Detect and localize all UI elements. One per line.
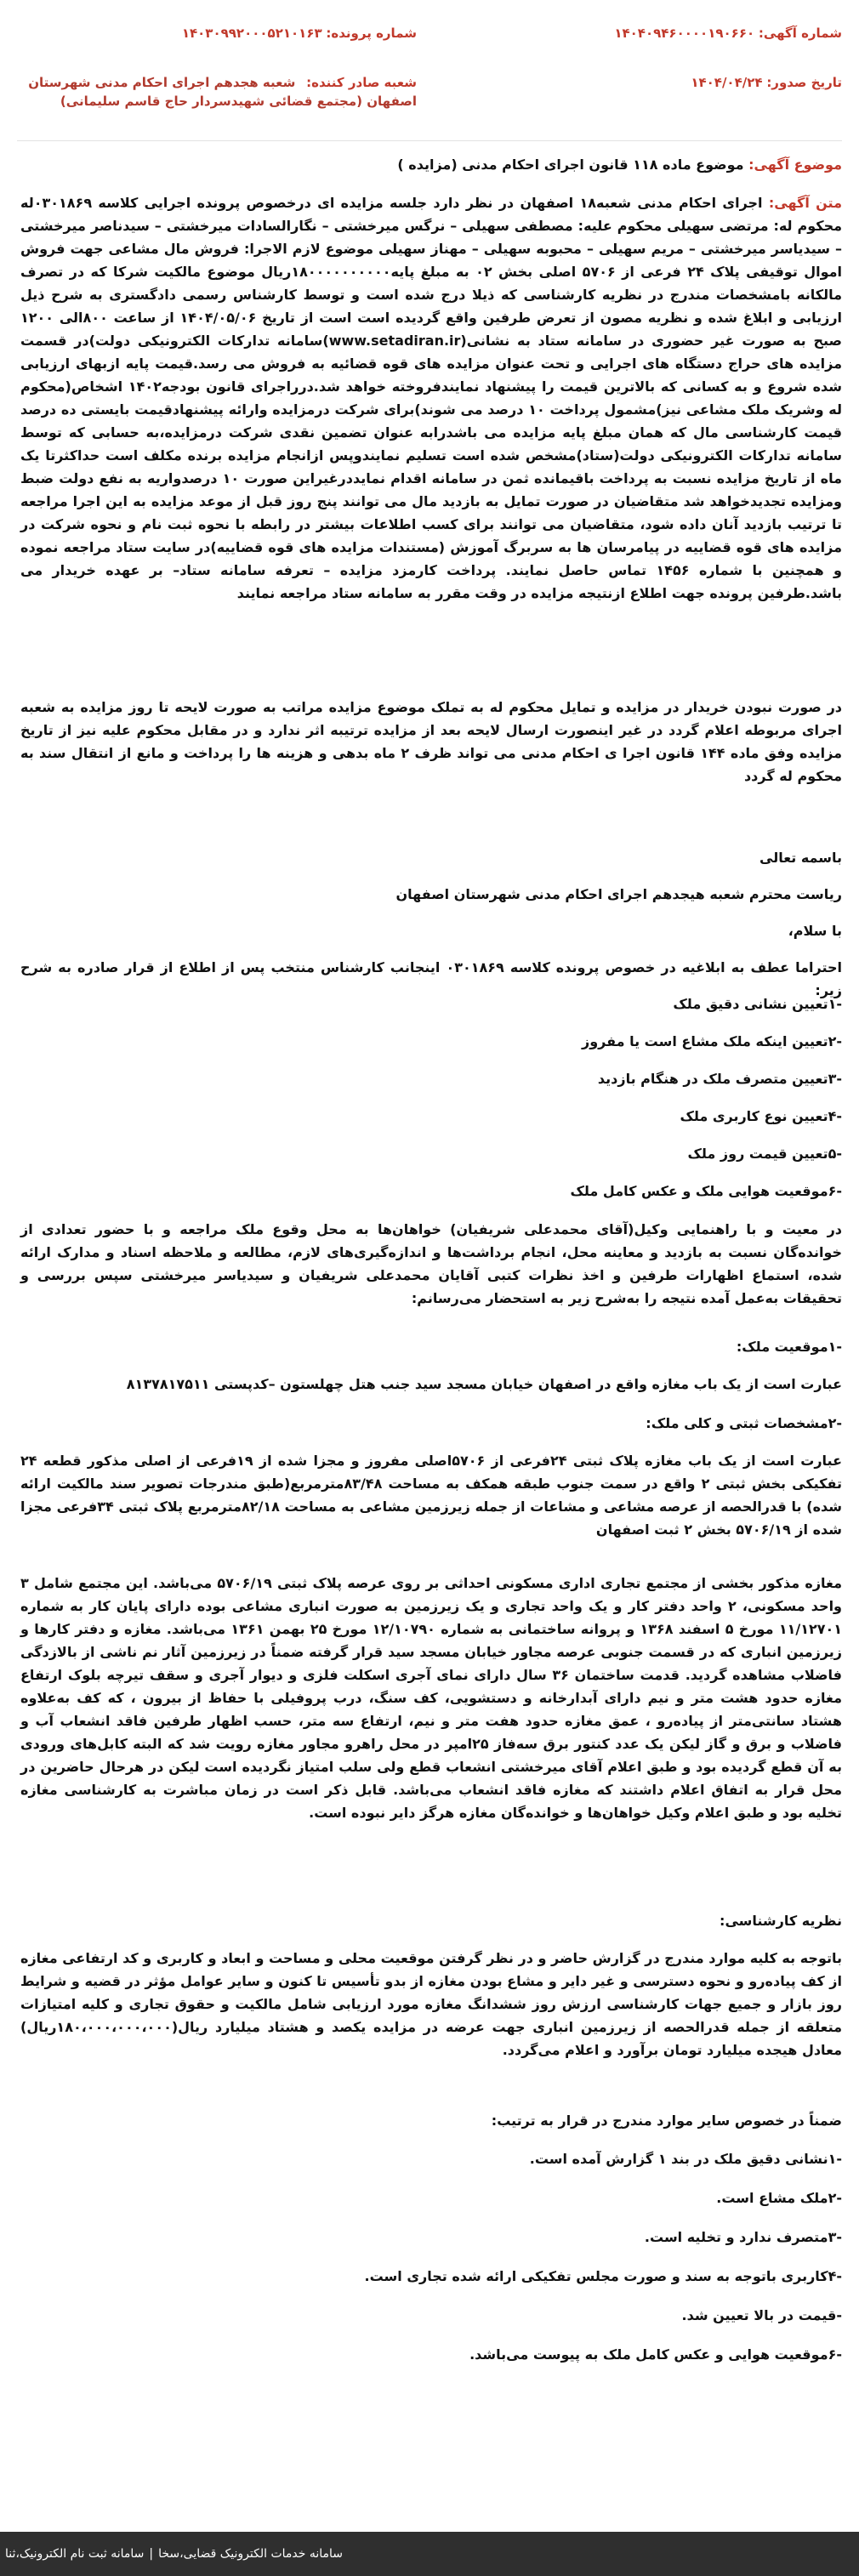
branch-name: شعبه هجدهم اجرای احکام مدنی شهرستان اصفهان (مجتمع قضائی شهیدسردار حاج قاسم سلیمانی) <box>28 75 417 109</box>
issue-date: ۱۴۰۴/۰۴/۲۴ <box>691 75 763 90</box>
ad-text-paragraph-2: در صورت نبودن خریدار در مزایده و تمایل محکوم له به تملک موضوع مزایده مراتب به صورت لایحه تا روز مزایده به شعبه اجرای مربوطه اعلام گردد در غیر اینصورت ارسال لایحه بعد از مزایده ترتیبه اثر ندارد و در مقابل محکوم علیه نیز از تاریخ مزایده وفق ماده ۱۴۴ قانون اجرا ی احکام مدنی می تواند ظرف ۲ ماه بدهی و هزینه ها را پرداخت و مانع از انتقال سند به محکوم له گردد <box>20 699 842 784</box>
header-divider <box>17 140 842 141</box>
section-1-title: -۱موقعیت ملک: <box>736 1339 842 1355</box>
report-addressee: ریاست محترم شعبه هیجدهم اجرای احکام مدنی شهرستان اصفهان <box>395 886 842 902</box>
ad-number-label: شماره آگهی: <box>758 26 842 41</box>
issue-date-row <box>691 73 842 92</box>
ad-subject <box>20 153 842 176</box>
ad-number-row <box>614 24 842 43</box>
summary-item: -۲ملک مشاع است. <box>716 2190 842 2206</box>
task-item: -۱تعیین نشانی دقیق ملک <box>673 996 842 1012</box>
ad-number: ۱۴۰۴۰۹۴۶۰۰۰۰۱۹۰۶۶۰ <box>614 26 755 41</box>
case-number-row <box>182 24 417 43</box>
section-2-text: عبارت است از یک باب مغازه پلاک ثبتی ۲۴فرعی از ۵۷۰۶اصلی مفروز و مجزا شده از ۱۹فرعی از اصلی مذکور قطعه ۲۴ تفکیکی بخش ثبتی ۲ واقع در سمت جنوب طبقه همکف به مساحت ۸۳/۴۸مترمربع(طبق مندرجات تصویر سند مالکیت ارائه شده) با قدرالحصه از عرصه مشاعی و مشاعات از جمله زیرزمین مشاعی به مساحت ۸۲/۱۸مترمربع پلاک ثبتی ۳۴فرعی مجزا شده از ۵۷۰۶/۱۹ بخش ۲ ثبت اصفهان <box>20 1453 842 1538</box>
issue-date-label: تاریخ صدور: <box>766 75 842 90</box>
ad-text-body: اجرای احکام مدنی شعبه۱۸ اصفهان در نظر دارد جلسه مزایده ای درخصوص پرونده اجرایی کلاسه ۰۳۰۱۸۶۹له محکوم له: مرتضی سهیلی محکوم علیه: مصطفی سهیلی – نرگس میرخشتی – نگارالسادات میرخشتی – سیدناصر میرخشتی – سیدیاسر میرخشتی – مریم سهیلی – محبوبه سهیلی – مهناز سهیلی موضوع لازم الاجرا: فروش مال مشاعی جهت فروش اموال توقیفی پلاک ۲۴ فرعی از ۵۷۰۶ اصلی بخش ۰۲ به مبلغ پایه۱۸۰۰۰۰۰۰۰۰۰۰ریال موضوع مالکیت شرکا که در تصرف مالکانه بامشخصات مندرج در نظریه کارشناسی که ذیلا درج شده است و توسط کارشناس رسمی دادگستری به شرح ذیل ارزیابی و ابلاغ شده و نظریه مصون از تعرض طرفین واقع گردیده است است از تاریخ ۱۴۰۴/۰۵/۰۶ از ساعت ۸۰۰الی ۱۲۰۰ صبح به صورت غیر حضوری در سامانه ستاد به نشانی(www.setadiran.ir)سامانه تدارکات الکترونیکی دولت)در قسمت مزایده های حراج دستگاه های اجرایی و تحت عنوان مزایده های قوه قضائیه به فروش می رسد.قیمت پایه ازبهای ارزیابی شده شروع و به کسانی که بالاترین قیمت را پیشنهاد نمایندفروخته خواهد شد.درراجرای قانون بودجه۱۴۰۲ اشخاص(محکوم له وشریک ملک مشاعی نیز)مشمول پرداخت ۱۰ درصد می شوند)برای شرکت درمزایده وارائه پیشنهادقیمت بایستی ده درصد قیمت کارشناسی مال که همان مبلغ پایه مزایده می باشدرابه عنوان تضمین نقدی شرکت درمزایده،به حسابی که توسط سامانه تدارکات الکترونیکی دولت(ستاد)مشخص شده است تسلیم نمایندوپس ازانجام مزایده برنده مکلف است حداکثرتا یک ماه از تاریخ مزایده نسبت به پرداخت باقیمانده ثمن در سامانه اقدام نمایددرغیراین صورت ۱۰ درصدواریه به نفع دولت ضبط ومزایده تجدیدخواهد شد متقاضیان در صورت تمایل به بازدید مال می توانند پنج روز قبل از موعد مزایده به این اجرا مراجعه تا ترتیب بازدید آنان داده شود، متقاضیان می توانند برای کسب اطلاعات بیشتر در رابطه با نحوه ثبت نام و نحوه شرکت در مزایده های قوه قضاییه در پیامرسان ها به سربرگ آموزش (مستندات مزایده های قوه قضاییه)در سایت ستاد مراجعه نموده و همچنین با شماره ۱۴۵۶ تماس حاصل نمایند. پرداخت کارمزد مزایده – تعرفه سامانه ستاد– بر عهده خریدار می باشد.طرفین پرونده جهت اطلاع ازنتیجه مزایده در وقت مقرر به سامانه ستاد مراجعه نمایند <box>20 195 843 601</box>
case-number-label: شماره پرونده: <box>326 26 417 41</box>
report-intro: احتراما عطف به ابلاغیه در خصوص پرونده کلاسه ۰۳۰۱۸۶۹ اینجانب کارشناس منتخب پس از اطلاع از قرار صادره به شرح زیر: <box>20 959 842 998</box>
summary-item: -۱نشانی دقیق ملک در بند ۱ گزارش آمده است. <box>529 2151 842 2167</box>
opinion-title: نظریه کارشناسی: <box>720 1913 842 1929</box>
branch-row <box>17 73 417 111</box>
summary-item: -۳متصرف ندارد و تخلیه است. <box>644 2229 842 2245</box>
footer-link-sakha[interactable]: سامانه خدمات الکترونیک قضایی،سخا <box>158 2547 344 2561</box>
summary-item: -۴کاربری باتوجه به سند و صورت مجلس تفکیکی ارائه شده تجاری است. <box>364 2268 842 2284</box>
ad-header <box>17 24 842 151</box>
footer-bar <box>0 2532 859 2576</box>
task-item: -۴تعیین نوع کاربری ملک <box>680 1108 842 1124</box>
branch-label: شعبه صادر کننده: <box>306 75 417 90</box>
task-item: -۳تعیین متصرف ملک در هنگام بازدید <box>597 1071 842 1087</box>
summary-item: -۶موقعیت هوایی و عکس کامل ملک به پیوست می‌باشد. <box>469 2346 842 2363</box>
report-salutation: با سلام، <box>788 923 842 939</box>
summary-intro: ضمناً در خصوص سایر موارد مندرج در قرار به ترتیب: <box>491 2113 842 2129</box>
section-1-text: عبارت است از یک باب مغازه واقع در اصفهان خیابان مسجد سید جنب هتل چهلستون –کدپستی ۸۱۳۷۸۱۷۵۱۱ <box>126 1376 842 1392</box>
visit-text: در معیت و با راهنمایی وکیل(آقای محمدعلی شریفیان) خواهان‌ها به محل وقوع ملک مراجعه و با حضور تعدادی از خوانده‌گان نسبت به بازدید و معاینه محل، انجام برداشت‌ها و اندازه‌گیری‌های لازم، مطالعه و ملاحظه اسناد و مدارک ارائه شده، استماع اظهارات طرفین و اخذ نظرات کتبی آقایان محمدعلی شریفیان و سیدیاسر میرخشتی سپس بررسی و تحقیقات به‌عمل آمده نتیجه را به‌شرح زیر به استحضار می‌رسانم: <box>20 1221 842 1306</box>
ad-text-paragraph-1 <box>20 191 842 605</box>
footer-link-sana[interactable]: سامانه ثبت نام الکترونیک،ثنا <box>5 2547 145 2561</box>
subject-text: موضوع ماده ۱۱۸ قانون اجرای احکام مدنی (مزایده ) <box>397 156 744 173</box>
section-2-text-2: مغازه مذکور بخشی از مجتمع تجاری اداری مسکونی احداثی بر روی عرصه پلاک ثبتی ۵۷۰۶/۱۹ می‌باشد. این مجتمع شامل ۳ واحد مسکونی، ۲ واحد دفتر کار و یک واحد تجاری و یک زیرزمین به صورت انباری مشاعی بوده دارای پایان کار به شماره ۱۱/۱۲۷۰۱ مورخ ۵ اسفند ۱۳۶۸ و پروانه ساختمانی به شماره ۱۲/۱۰۷۹۰ مورخ ۲۵ بهمن ۱۳۶۱ می‌باشد. مغازه و دفتر کارها و زیرزمین انباری که در قسمت جنوبی عرصه مجاور خیابان مسجد سید قرار گرفته ضمناً در زیرزمین آثار نم ناشی از بالازدگی فاضلاب مشاهده گردید. قدمت ساختمان ۳۶ سال دارای نمای آجری اسکلت فلزی و دیوار آجری و سقف تیرچه بلوک ارتفاع مغازه حدود هشت متر و نیم دارای آبدارخانه و دستشویی، کف سنگ، درب پروفیلی با حفاظ از بیرون ، که کف به‌علاوه هشتاد سانتی‌متر از پیاده‌رو ، عمق مغازه حدود هفت متر و نیم، ارتفاع سه متر، حسب اظهار طرفین فاقد انشعاب آب و فاضلاب و برق و گاز لیکن یک عدد کنتور برق سه‌فاز ۲۵امپر در محل راهرو مجاور مغازه رویت شد که البته کابل‌های ورودی به آن قطع گردیده بود و طبق اعلام آقای میرخشتی انشعاب قطع ولی سلب امتیاز نگردیده است لیکن در هرحال حاضرین در محل قرار به اتفاق اعلام داشتند که مغازه فاقد انشعاب می‌باشد. قابل ذکر است در زمان مباشرت به کارشناسی مغازه تخلیه بود و طبق اعلام وکیل خواهان‌ها و خوانده‌گان مغازه هرگز دایر نبوده است. <box>20 1575 843 1821</box>
footer-separator: | <box>149 2547 154 2561</box>
report-greeting: باسمه تعالی <box>759 850 842 866</box>
opinion-text: باتوجه به کلیه موارد مندرج در گزارش حاضر و در نظر گرفتن موقعیت محلی و مساحت و ابعاد و کاربری و کد ارتفاعی مغازه از کف پیاده‌رو و نحوه دسترسی و غیر دایر و مشاع بودن مغازه از بدو تأسیس تا کنون و سایر عوامل مؤثر در قضیه و شرایط روز بازار و جمیع جهات کارشناسی ارزش روز ششدانگ مغازه مورد ارزیابی شامل مالکیت و حقوق تجاری و کلیه امتیازات متعلقه از جمله قدرالحصه از زیرزمین انباری جهت عرضه در مزایده یکصد و هشتاد میلیارد ریال(۱۸۰،۰۰۰،۰۰۰،۰۰۰ریال) معادل هیجده میلیارد تومان برآورد و اعلام می‌گردد. <box>20 1950 842 2058</box>
task-item: -۲تعیین اینکه ملک مشاع است یا مفروز <box>581 1033 842 1049</box>
summary-item: -قیمت در بالا تعیین شد. <box>681 2307 842 2323</box>
subject-label: موضوع آگهی: <box>748 156 842 173</box>
task-item: -۵تعیین قیمت روز ملک <box>687 1146 842 1162</box>
section-2-title: -۲مشخصات ثبتی و کلی ملک: <box>646 1415 842 1431</box>
task-item: -۶موقعیت هوایی ملک و عکس کامل ملک <box>570 1183 842 1199</box>
case-number: ۱۴۰۳۰۹۹۲۰۰۰۵۲۱۰۱۶۳ <box>181 26 322 41</box>
ad-text-label: متن آگهی: <box>768 195 842 211</box>
